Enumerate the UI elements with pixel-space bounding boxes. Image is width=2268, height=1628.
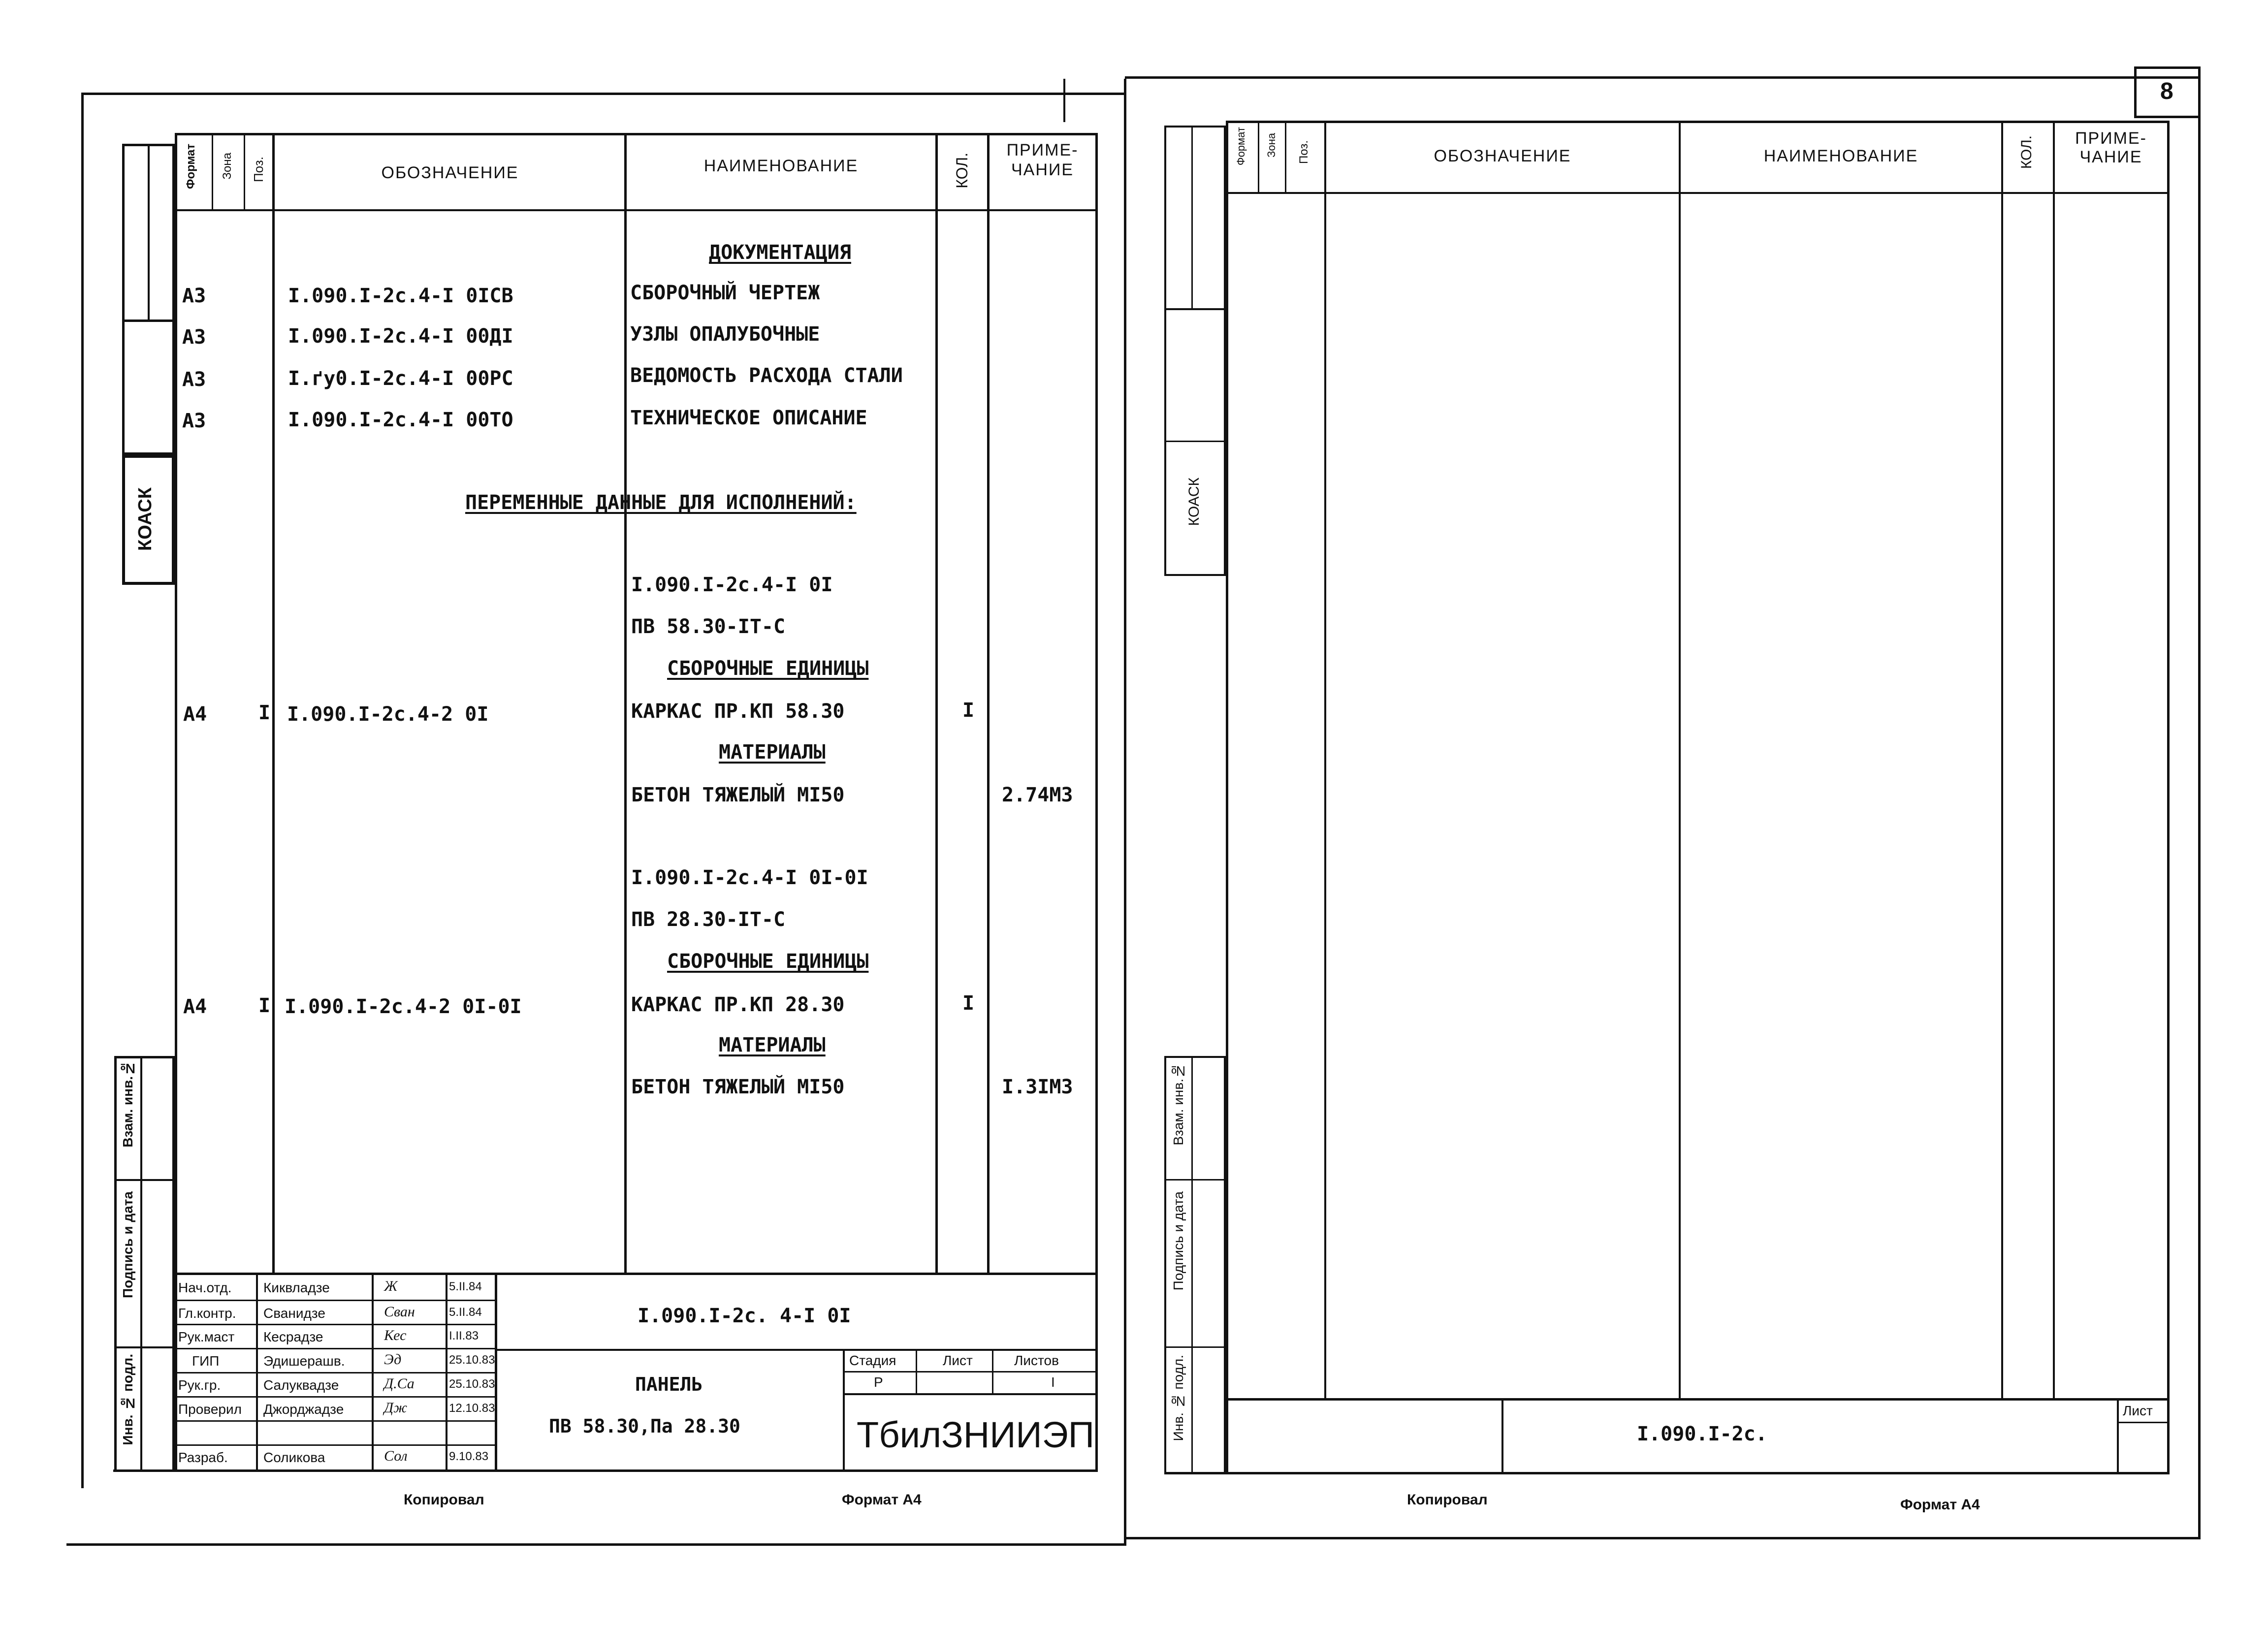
- outer-frame-top: [81, 93, 1125, 95]
- side-fields-divider: [140, 1056, 142, 1472]
- people-line: [175, 1348, 495, 1349]
- title-designation: I.090.I-2с. 4-I 0I: [638, 1305, 851, 1327]
- side-stamp: КОАСК: [1186, 478, 1202, 526]
- doc-row-name: ТЕХНИЧЕСКОЕ ОПИСАНИЕ: [630, 407, 867, 429]
- inner-frame-right: [1095, 133, 1098, 1472]
- variant1-unit-qty: I: [962, 699, 975, 722]
- footer-format: Формат А4: [1900, 1497, 1980, 1513]
- people-name: Киквладзе: [263, 1280, 330, 1295]
- header-zone: Зона: [221, 153, 234, 180]
- side-fields-sep2: [1164, 1346, 1226, 1348]
- title-designation: I.090.I-2с.: [1637, 1423, 1767, 1445]
- header-zone: Зона: [1265, 133, 1278, 158]
- people-name: Сванидзе: [263, 1306, 325, 1321]
- people-name: Кесрадзе: [263, 1329, 323, 1344]
- people-name: Салуквадзе: [263, 1377, 339, 1393]
- people-role: ГИП: [192, 1353, 220, 1369]
- people-signature: Ж: [384, 1278, 398, 1294]
- sheet-divider: [1124, 79, 1126, 1546]
- side-fields-sep1: [1164, 1179, 1226, 1181]
- page-number-box: [2134, 66, 2201, 118]
- variant1-material-name: БЕТОН ТЯЖЕЛЫЙ МI50: [631, 784, 845, 806]
- people-role: Проверил: [178, 1402, 242, 1417]
- organization-name: ТбилЗНИИЭП: [857, 1414, 1094, 1455]
- sheet-label: Лист: [2123, 1403, 2153, 1418]
- people-signature: Эд: [384, 1351, 402, 1368]
- inner-frame-bottom: [113, 1469, 1098, 1472]
- sheet-label: Лист: [943, 1353, 973, 1368]
- col-line-format: [1258, 121, 1259, 192]
- people-date: 25.10.83: [449, 1377, 495, 1391]
- inner-frame-right: [2167, 121, 2170, 1474]
- variant2-unit-name: КАРКАС ПР.КП 28.30: [631, 993, 845, 1016]
- col-line-name: [2001, 121, 2003, 1398]
- people-date: 5.II.84: [449, 1306, 482, 1319]
- people-signature: Д.Са: [384, 1375, 415, 1392]
- header-bottom-line: [1226, 192, 2169, 194]
- stage-label: Стадия: [849, 1353, 896, 1368]
- header-name: НАИМЕНОВАНИЕ: [1763, 147, 1918, 165]
- title-block-mid-line: [495, 1349, 1098, 1351]
- people-line: [175, 1396, 495, 1398]
- outer-frame-right: [2198, 66, 2201, 1538]
- side-stamp: КОАСК: [135, 487, 156, 551]
- header-format: Формат: [184, 144, 197, 190]
- doc-row-format: А3: [182, 285, 206, 307]
- variant1-unit-format: А4: [183, 703, 207, 726]
- people-date: 25.10.83: [449, 1353, 495, 1367]
- header-qty: КОЛ.: [2018, 135, 2035, 169]
- header-bottom-line: [175, 209, 1098, 211]
- stage-value: Р: [874, 1374, 883, 1390]
- doc-row-designation: I.090.I-2с.4-I 00ТО: [288, 409, 513, 431]
- outer-frame-top: [1125, 76, 2201, 79]
- outer-frame-left: [81, 93, 84, 1488]
- doc-row-name: ВЕДОМОСТЬ РАСХОДА СТАЛИ: [630, 364, 903, 387]
- people-role: Рук.гр.: [178, 1377, 221, 1393]
- doc-row-format: А3: [182, 368, 206, 391]
- header-designation: ОБОЗНАЧЕНИЕ: [381, 163, 519, 182]
- side-box-sep: [1164, 441, 1226, 442]
- variant1-code: I.090.I-2с.4-I 0I: [631, 574, 833, 596]
- footer-copied: Копировал: [404, 1492, 484, 1508]
- variant1-section-units: СБОРОЧНЫЕ ЕДИНИЦЫ: [667, 657, 869, 680]
- side-box-top: [1164, 126, 1226, 310]
- people-name: Соликова: [263, 1450, 325, 1465]
- people-line: [175, 1300, 495, 1301]
- title-product-marks: ПВ 58.30,Па 28.30: [549, 1415, 740, 1437]
- col-line-zone: [244, 133, 245, 209]
- variant1-unit-name: КАРКАС ПР.КП 58.30: [631, 700, 845, 723]
- stage-col1: [916, 1349, 917, 1393]
- variant2-unit-pos: I: [258, 994, 271, 1017]
- people-line: [175, 1324, 495, 1325]
- people-role: Нач.отд.: [178, 1280, 232, 1295]
- doc-row-designation: I.090.I-2с.4-I 00ДI: [288, 325, 513, 348]
- people-date: I.II.83: [449, 1329, 479, 1342]
- side-box-mid: [122, 322, 175, 455]
- col-line-designation: [624, 133, 627, 1273]
- outer-frame-bottom: [66, 1543, 1125, 1546]
- page-number: 8: [2160, 78, 2173, 104]
- variant2-code: I.090.I-2с.4-I 0I-0I: [631, 866, 868, 889]
- inner-frame-top: [175, 133, 1098, 135]
- people-line: [175, 1444, 495, 1446]
- doc-row-name: СБОРОЧНЫЙ ЧЕРТЕЖ: [630, 282, 820, 304]
- inner-frame-left: [1226, 121, 1228, 1474]
- people-date: 5.II.84: [449, 1280, 482, 1293]
- side-field-inv: Инв. № подл.: [1171, 1355, 1186, 1441]
- people-name: Эдишерашв.: [263, 1353, 345, 1369]
- doc-row-name: УЗЛЫ ОПАЛУБОЧНЫЕ: [630, 323, 820, 346]
- footer-copied: Копировал: [1407, 1492, 1488, 1508]
- people-signature: Сол: [384, 1448, 408, 1464]
- side-box-divider: [148, 144, 150, 322]
- people-line: [175, 1420, 495, 1422]
- side-field-sign: Подпись и дата: [1171, 1191, 1186, 1291]
- doc-row-format: А3: [182, 410, 206, 432]
- variant2-material-note: I.3IМ3: [1002, 1076, 1073, 1098]
- col-line-designation: [1679, 121, 1681, 1398]
- variant1-material-note: 2.74М3: [1002, 784, 1073, 806]
- variant2-unit-designation: I.090.I-2с.4-2 0I-0I: [285, 995, 522, 1018]
- inner-frame-bottom: [1164, 1472, 2170, 1474]
- col-line-qty: [2053, 121, 2055, 1398]
- people-signature: Сван: [384, 1304, 415, 1320]
- variant2-unit-qty: I: [962, 992, 975, 1015]
- title-block-divider1: [1501, 1398, 1503, 1472]
- header-designation: ОБОЗНАЧЕНИЕ: [1434, 147, 1571, 165]
- people-name: Джорджадзе: [263, 1402, 344, 1417]
- title-product-name: ПАНЕЛЬ: [635, 1373, 703, 1395]
- footer-format: Формат А4: [842, 1492, 922, 1508]
- header-format: Формат: [1235, 127, 1247, 166]
- top-corner-box-line: [1063, 79, 1065, 122]
- doc-row-designation: I.ґу0.I-2с.4-I 00РС: [288, 367, 513, 390]
- variant2-unit-format: А4: [183, 995, 207, 1018]
- sheet-label-line: [2117, 1422, 2169, 1423]
- col-line-qty: [987, 133, 990, 1273]
- people-role: Рук.маст: [178, 1329, 235, 1344]
- variant2-section-units: СБОРОЧНЫЕ ЕДИНИЦЫ: [667, 950, 869, 973]
- people-signature: Дж: [384, 1400, 407, 1416]
- side-field-replace: Взам. инв.№: [1171, 1063, 1186, 1146]
- side-field-inv: Инв. № подл.: [120, 1354, 135, 1445]
- header-name: НАИМЕНОВАНИЕ: [703, 157, 859, 175]
- col-line-pos: [272, 133, 275, 1273]
- inner-frame-left: [175, 133, 177, 1472]
- stage-col2: [992, 1349, 993, 1393]
- people-date: 9.10.83: [449, 1450, 489, 1463]
- outer-frame-bottom: [1125, 1537, 2201, 1539]
- title-block-left-divider: [495, 1273, 497, 1472]
- header-pos: Поз.: [251, 157, 266, 182]
- people-signature: Кес: [384, 1327, 407, 1343]
- people-role: Гл.контр.: [178, 1306, 236, 1321]
- side-fields-divider: [1191, 1056, 1193, 1474]
- col-line-pos: [1324, 121, 1326, 1398]
- header-note: ПРИМЕ- ЧАНИЕ: [1006, 141, 1079, 179]
- side-field-sign: Подпись и дата: [120, 1191, 135, 1298]
- stage-value-line: [843, 1393, 1098, 1395]
- side-fields-sep2: [114, 1346, 175, 1348]
- col-line-zone: [1285, 121, 1286, 192]
- people-role: Разраб.: [178, 1450, 228, 1465]
- col-line-name: [935, 133, 938, 1273]
- variant1-section-materials: МАТЕРИАЛЫ: [719, 741, 826, 764]
- stage-header-line: [843, 1371, 1098, 1373]
- variable-data-title: ПЕРЕМЕННЫЕ ДАННЫЕ ДЛЯ ИСПОЛНЕНИЙ:: [465, 491, 857, 514]
- people-date: 12.10.83: [449, 1402, 495, 1415]
- variant1-unit-designation: I.090.I-2с.4-2 0I: [287, 703, 489, 726]
- variant2-material-name: БЕТОН ТЯЖЕЛЫЙ МI50: [631, 1076, 845, 1098]
- people-line: [175, 1372, 495, 1373]
- header-pos: Поз.: [1297, 140, 1310, 164]
- side-stamp-box: [122, 455, 175, 585]
- section-documentation: ДОКУМЕНТАЦИЯ: [709, 241, 851, 264]
- side-fields-sep1: [114, 1179, 175, 1181]
- variant2-section-materials: МАТЕРИАЛЫ: [719, 1034, 826, 1056]
- col-line-format: [212, 133, 213, 209]
- sheets-label: Листов: [1014, 1353, 1059, 1368]
- title-block-divider2: [2117, 1398, 2119, 1472]
- inner-frame-top: [1226, 121, 2169, 123]
- header-note: ПРИМЕ- ЧАНИЕ: [2075, 129, 2147, 166]
- side-field-replace: Взам. инв.№: [120, 1061, 135, 1148]
- title-block-top: [175, 1273, 1098, 1275]
- variant1-unit-pos: I: [258, 702, 271, 724]
- variant2-panel: ПВ 28.30-IТ-С: [631, 908, 786, 931]
- doc-row-format: А3: [182, 326, 206, 349]
- variant1-panel: ПВ 58.30-IТ-С: [631, 615, 786, 638]
- header-qty: КОЛ.: [953, 153, 971, 189]
- sheets-value: I: [1051, 1374, 1055, 1390]
- title-block-stage-divider: [843, 1349, 845, 1472]
- title-block-top: [1226, 1398, 2169, 1401]
- side-stamp-box: [1164, 310, 1226, 576]
- side-box-divider: [1191, 126, 1193, 310]
- doc-row-designation: I.090.I-2с.4-I 0IСВ: [288, 285, 513, 307]
